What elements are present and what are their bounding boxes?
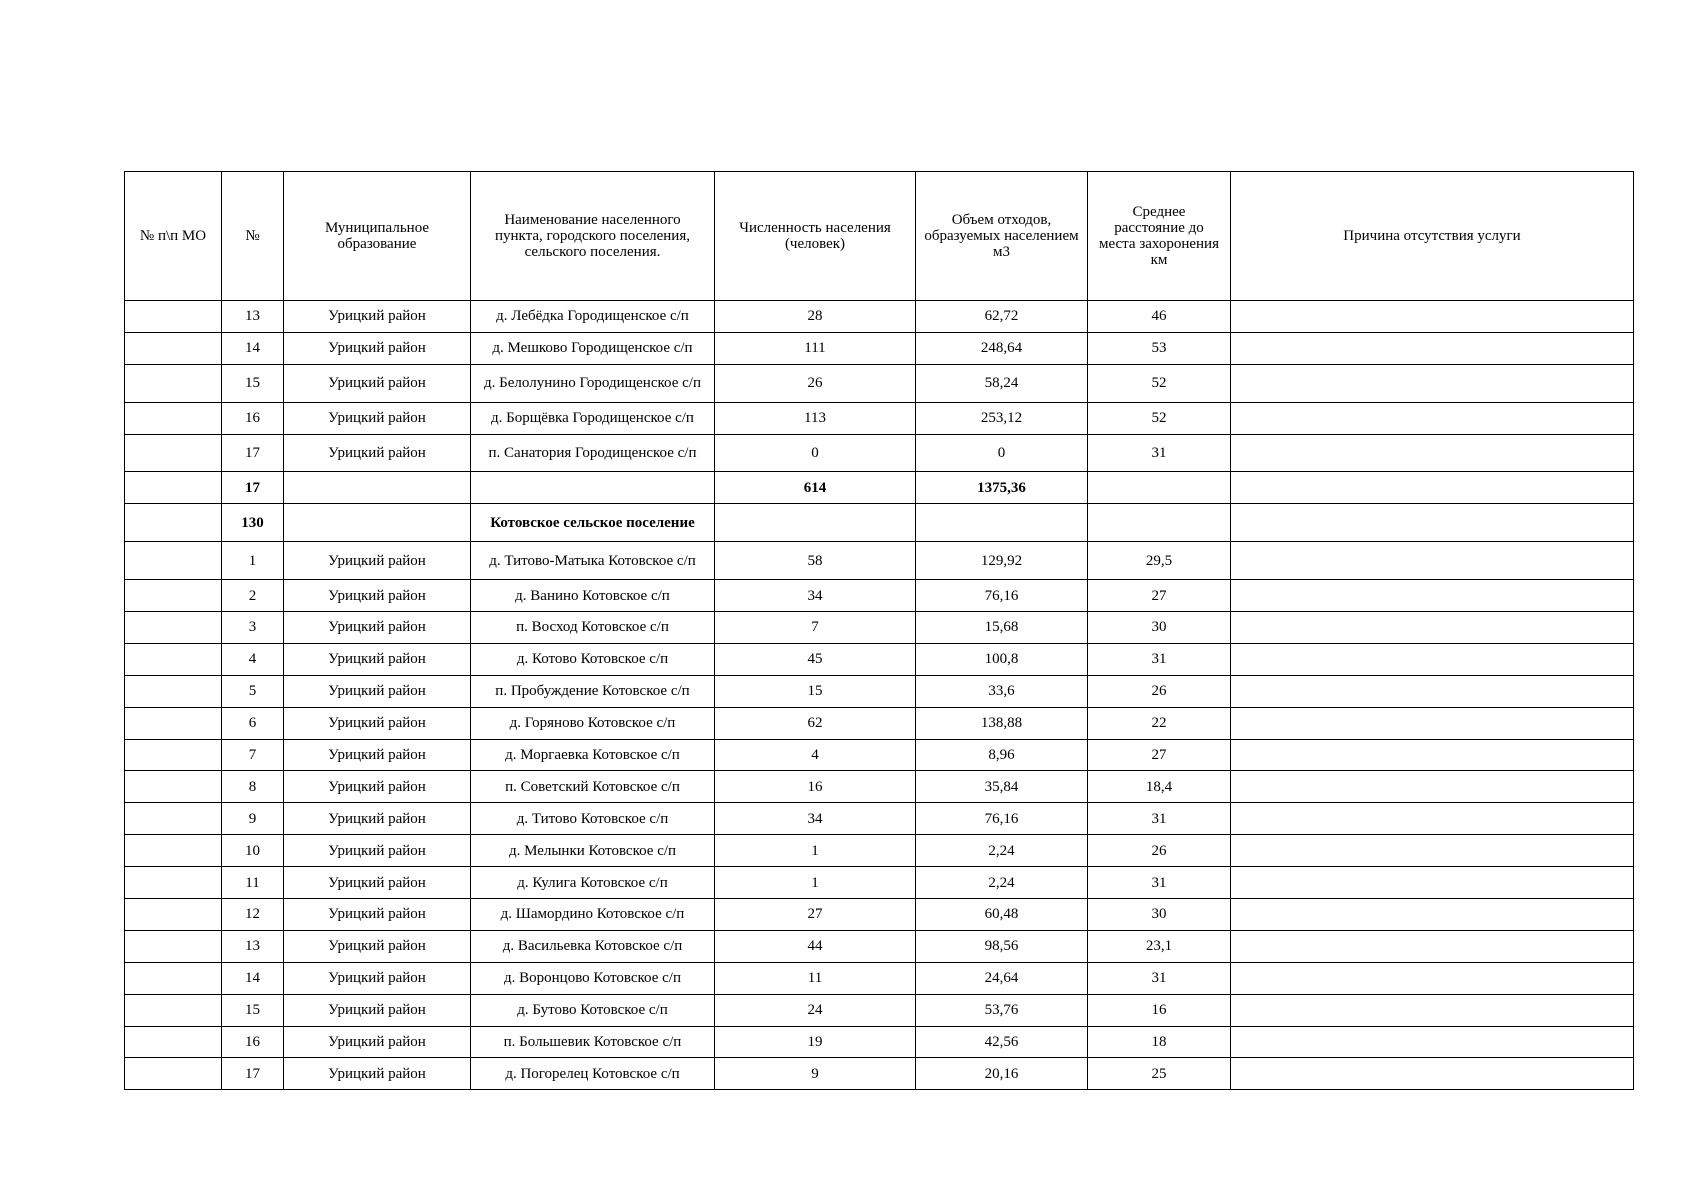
cell-municipality [284, 472, 471, 504]
cell-waste-volume: 76,16 [916, 803, 1088, 835]
cell-number: 17 [222, 472, 284, 504]
cell-waste-volume: 62,72 [916, 301, 1088, 333]
cell-waste-volume: 35,84 [916, 771, 1088, 803]
cell-mo-number [125, 472, 222, 504]
cell-settlement-name: д. Воронцово Котовское с/п [471, 962, 715, 994]
cell-waste-volume: 20,16 [916, 1058, 1088, 1090]
table-row [125, 434, 1634, 472]
cell-waste-volume: 253,12 [916, 402, 1088, 434]
cell-distance [1088, 504, 1231, 542]
settlements-table [124, 171, 1634, 1090]
cell-mo-number [125, 332, 222, 364]
cell-number: 17 [222, 1058, 284, 1090]
cell-settlement-name: Котовское сельское поселение [471, 504, 715, 542]
cell-distance: 31 [1088, 803, 1231, 835]
cell-municipality: Урицкий район [284, 434, 471, 472]
cell-number: 13 [222, 930, 284, 962]
cell-number: 15 [222, 994, 284, 1026]
cell-mo-number [125, 930, 222, 962]
cell-distance: 46 [1088, 301, 1231, 333]
cell-municipality: Урицкий район [284, 542, 471, 580]
cell-settlement-name: п. Санатория Городищенское с/п [471, 434, 715, 472]
table-row [125, 803, 1634, 835]
cell-population: 113 [715, 402, 916, 434]
cell-population: 9 [715, 1058, 916, 1090]
cell-population: 4 [715, 739, 916, 771]
cell-distance: 31 [1088, 962, 1231, 994]
cell-municipality: Урицкий район [284, 402, 471, 434]
cell-reason [1231, 707, 1634, 739]
cell-mo-number [125, 1058, 222, 1090]
table-row [125, 402, 1634, 434]
cell-municipality: Урицкий район [284, 835, 471, 867]
cell-waste-volume: 100,8 [916, 643, 1088, 675]
cell-waste-volume: 248,64 [916, 332, 1088, 364]
header-mo-number: № п\п МО [125, 172, 222, 301]
cell-settlement-name: д. Мелынки Котовское с/п [471, 835, 715, 867]
cell-population: 7 [715, 612, 916, 644]
cell-reason [1231, 434, 1634, 472]
cell-distance: 30 [1088, 899, 1231, 931]
cell-distance: 22 [1088, 707, 1231, 739]
cell-population: 44 [715, 930, 916, 962]
cell-municipality: Урицкий район [284, 739, 471, 771]
cell-settlement-name: п. Восход Котовское с/п [471, 612, 715, 644]
cell-distance: 31 [1088, 867, 1231, 899]
cell-number: 16 [222, 402, 284, 434]
cell-population: 62 [715, 707, 916, 739]
cell-population: 1 [715, 835, 916, 867]
cell-distance: 31 [1088, 643, 1231, 675]
cell-number: 2 [222, 580, 284, 612]
cell-number: 9 [222, 803, 284, 835]
cell-mo-number [125, 364, 222, 402]
cell-reason [1231, 803, 1634, 835]
cell-distance: 25 [1088, 1058, 1231, 1090]
header-reason: Причина отсутствия услуги [1231, 172, 1634, 301]
cell-mo-number [125, 962, 222, 994]
cell-municipality: Урицкий район [284, 301, 471, 333]
cell-distance: 52 [1088, 364, 1231, 402]
header-municipality: Муниципальное образование [284, 172, 471, 301]
cell-reason [1231, 835, 1634, 867]
table-row [125, 1058, 1634, 1090]
cell-distance: 53 [1088, 332, 1231, 364]
cell-population: 0 [715, 434, 916, 472]
cell-population: 15 [715, 675, 916, 707]
cell-settlement-name: п. Советский Котовское с/п [471, 771, 715, 803]
cell-mo-number [125, 1026, 222, 1058]
cell-number: 10 [222, 835, 284, 867]
cell-waste-volume: 1375,36 [916, 472, 1088, 504]
cell-municipality: Урицкий район [284, 1026, 471, 1058]
cell-settlement-name: п. Пробуждение Котовское с/п [471, 675, 715, 707]
cell-distance: 27 [1088, 580, 1231, 612]
cell-settlement-name: д. Борщёвка Городищенское с/п [471, 402, 715, 434]
cell-mo-number [125, 504, 222, 542]
table-header [125, 172, 1634, 301]
cell-distance: 18 [1088, 1026, 1231, 1058]
cell-municipality: Урицкий район [284, 707, 471, 739]
cell-distance: 23,1 [1088, 930, 1231, 962]
cell-settlement-name: д. Ванино Котовское с/п [471, 580, 715, 612]
cell-settlement-name: д. Горяново Котовское с/п [471, 707, 715, 739]
cell-number: 14 [222, 332, 284, 364]
table-row [125, 643, 1634, 675]
cell-reason [1231, 580, 1634, 612]
cell-waste-volume: 33,6 [916, 675, 1088, 707]
cell-population: 28 [715, 301, 916, 333]
cell-mo-number [125, 994, 222, 1026]
cell-number: 11 [222, 867, 284, 899]
cell-population: 34 [715, 803, 916, 835]
table-row [125, 364, 1634, 402]
cell-distance: 31 [1088, 434, 1231, 472]
table-row [125, 580, 1634, 612]
cell-waste-volume: 0 [916, 434, 1088, 472]
cell-municipality: Урицкий район [284, 364, 471, 402]
cell-settlement-name: д. Бутово Котовское с/п [471, 994, 715, 1026]
table-row [125, 867, 1634, 899]
cell-mo-number [125, 867, 222, 899]
cell-number: 7 [222, 739, 284, 771]
cell-mo-number [125, 402, 222, 434]
header-waste-volume: Объем отходов, образуемых населением м3 [916, 172, 1088, 301]
cell-number: 14 [222, 962, 284, 994]
cell-mo-number [125, 835, 222, 867]
cell-municipality: Урицкий район [284, 899, 471, 931]
cell-municipality: Урицкий район [284, 332, 471, 364]
cell-municipality: Урицкий район [284, 643, 471, 675]
subtotal-row [125, 504, 1634, 542]
cell-reason [1231, 962, 1634, 994]
cell-settlement-name: д. Кулига Котовское с/п [471, 867, 715, 899]
cell-number: 8 [222, 771, 284, 803]
subtotal-row [125, 472, 1634, 504]
cell-population [715, 504, 916, 542]
cell-reason [1231, 930, 1634, 962]
cell-population: 58 [715, 542, 916, 580]
cell-number: 5 [222, 675, 284, 707]
header-row [125, 172, 1634, 301]
table-body [125, 301, 1634, 1090]
cell-population: 11 [715, 962, 916, 994]
cell-reason [1231, 771, 1634, 803]
cell-settlement-name [471, 472, 715, 504]
cell-municipality: Урицкий район [284, 675, 471, 707]
cell-settlement-name: д. Титово-Матыка Котовское с/п [471, 542, 715, 580]
cell-mo-number [125, 643, 222, 675]
cell-population: 34 [715, 580, 916, 612]
cell-number: 17 [222, 434, 284, 472]
cell-number: 12 [222, 899, 284, 931]
cell-settlement-name: д. Титово Котовское с/п [471, 803, 715, 835]
cell-municipality: Урицкий район [284, 612, 471, 644]
cell-number: 15 [222, 364, 284, 402]
cell-distance: 52 [1088, 402, 1231, 434]
cell-distance [1088, 472, 1231, 504]
cell-mo-number [125, 580, 222, 612]
table-row [125, 612, 1634, 644]
cell-number: 4 [222, 643, 284, 675]
cell-distance: 16 [1088, 994, 1231, 1026]
table-row [125, 930, 1634, 962]
cell-waste-volume: 98,56 [916, 930, 1088, 962]
cell-municipality: Урицкий район [284, 867, 471, 899]
cell-settlement-name: д. Васильевка Котовское с/п [471, 930, 715, 962]
cell-reason [1231, 675, 1634, 707]
cell-municipality: Урицкий район [284, 580, 471, 612]
cell-reason [1231, 1026, 1634, 1058]
cell-population: 111 [715, 332, 916, 364]
cell-reason [1231, 542, 1634, 580]
cell-waste-volume: 24,64 [916, 962, 1088, 994]
cell-mo-number [125, 803, 222, 835]
table-row [125, 962, 1634, 994]
cell-waste-volume: 129,92 [916, 542, 1088, 580]
cell-reason [1231, 867, 1634, 899]
cell-number: 16 [222, 1026, 284, 1058]
cell-settlement-name: д. Моргаевка Котовское с/п [471, 739, 715, 771]
header-settlement-name: Наименование населенного пункта, городского поселения, сельского поселения. [471, 172, 715, 301]
cell-distance: 26 [1088, 835, 1231, 867]
cell-population: 45 [715, 643, 916, 675]
cell-settlement-name: д. Погорелец Котовское с/п [471, 1058, 715, 1090]
cell-population: 27 [715, 899, 916, 931]
header-population: Численность населения (человек) [715, 172, 916, 301]
cell-number: 3 [222, 612, 284, 644]
cell-mo-number [125, 434, 222, 472]
cell-waste-volume: 2,24 [916, 867, 1088, 899]
cell-settlement-name: д. Котово Котовское с/п [471, 643, 715, 675]
header-number: № [222, 172, 284, 301]
cell-mo-number [125, 675, 222, 707]
cell-settlement-name: п. Большевик Котовское с/п [471, 1026, 715, 1058]
cell-number: 6 [222, 707, 284, 739]
cell-mo-number [125, 301, 222, 333]
cell-mo-number [125, 899, 222, 931]
cell-distance: 30 [1088, 612, 1231, 644]
cell-reason [1231, 301, 1634, 333]
cell-mo-number [125, 771, 222, 803]
cell-population: 26 [715, 364, 916, 402]
cell-population: 16 [715, 771, 916, 803]
cell-municipality: Урицкий район [284, 994, 471, 1026]
cell-reason [1231, 643, 1634, 675]
cell-waste-volume: 8,96 [916, 739, 1088, 771]
cell-distance: 29,5 [1088, 542, 1231, 580]
cell-reason [1231, 472, 1634, 504]
cell-population: 614 [715, 472, 916, 504]
cell-waste-volume: 76,16 [916, 580, 1088, 612]
cell-waste-volume: 53,76 [916, 994, 1088, 1026]
cell-waste-volume: 138,88 [916, 707, 1088, 739]
cell-distance: 27 [1088, 739, 1231, 771]
cell-population: 19 [715, 1026, 916, 1058]
cell-mo-number [125, 739, 222, 771]
cell-waste-volume: 2,24 [916, 835, 1088, 867]
cell-mo-number [125, 542, 222, 580]
cell-municipality: Урицкий район [284, 1058, 471, 1090]
cell-reason [1231, 504, 1634, 542]
cell-municipality: Урицкий район [284, 803, 471, 835]
cell-number: 13 [222, 301, 284, 333]
table-row [125, 771, 1634, 803]
table-row [125, 994, 1634, 1026]
cell-reason [1231, 364, 1634, 402]
cell-reason [1231, 899, 1634, 931]
cell-waste-volume: 15,68 [916, 612, 1088, 644]
cell-number: 1 [222, 542, 284, 580]
table-row [125, 332, 1634, 364]
cell-reason [1231, 612, 1634, 644]
table-row [125, 675, 1634, 707]
cell-reason [1231, 1058, 1634, 1090]
table-row [125, 301, 1634, 333]
cell-settlement-name: д. Белолунино Городищенское с/п [471, 364, 715, 402]
cell-mo-number [125, 612, 222, 644]
cell-waste-volume [916, 504, 1088, 542]
table-row [125, 1026, 1634, 1058]
table-row [125, 899, 1634, 931]
table-row [125, 835, 1634, 867]
table-row [125, 739, 1634, 771]
table-row [125, 707, 1634, 739]
header-distance: Среднее расстояние до места захоронения км [1088, 172, 1231, 301]
cell-reason [1231, 332, 1634, 364]
cell-distance: 26 [1088, 675, 1231, 707]
cell-number: 130 [222, 504, 284, 542]
cell-mo-number [125, 707, 222, 739]
cell-settlement-name: д. Лебёдка Городищенское с/п [471, 301, 715, 333]
cell-waste-volume: 42,56 [916, 1026, 1088, 1058]
cell-municipality: Урицкий район [284, 930, 471, 962]
cell-population: 1 [715, 867, 916, 899]
table-row [125, 542, 1634, 580]
cell-municipality: Урицкий район [284, 962, 471, 994]
cell-settlement-name: д. Шамордино Котовское с/п [471, 899, 715, 931]
cell-reason [1231, 994, 1634, 1026]
cell-municipality [284, 504, 471, 542]
cell-waste-volume: 60,48 [916, 899, 1088, 931]
cell-distance: 18,4 [1088, 771, 1231, 803]
cell-waste-volume: 58,24 [916, 364, 1088, 402]
cell-municipality: Урицкий район [284, 771, 471, 803]
cell-population: 24 [715, 994, 916, 1026]
cell-reason [1231, 402, 1634, 434]
cell-reason [1231, 739, 1634, 771]
cell-settlement-name: д. Мешково Городищенское с/п [471, 332, 715, 364]
